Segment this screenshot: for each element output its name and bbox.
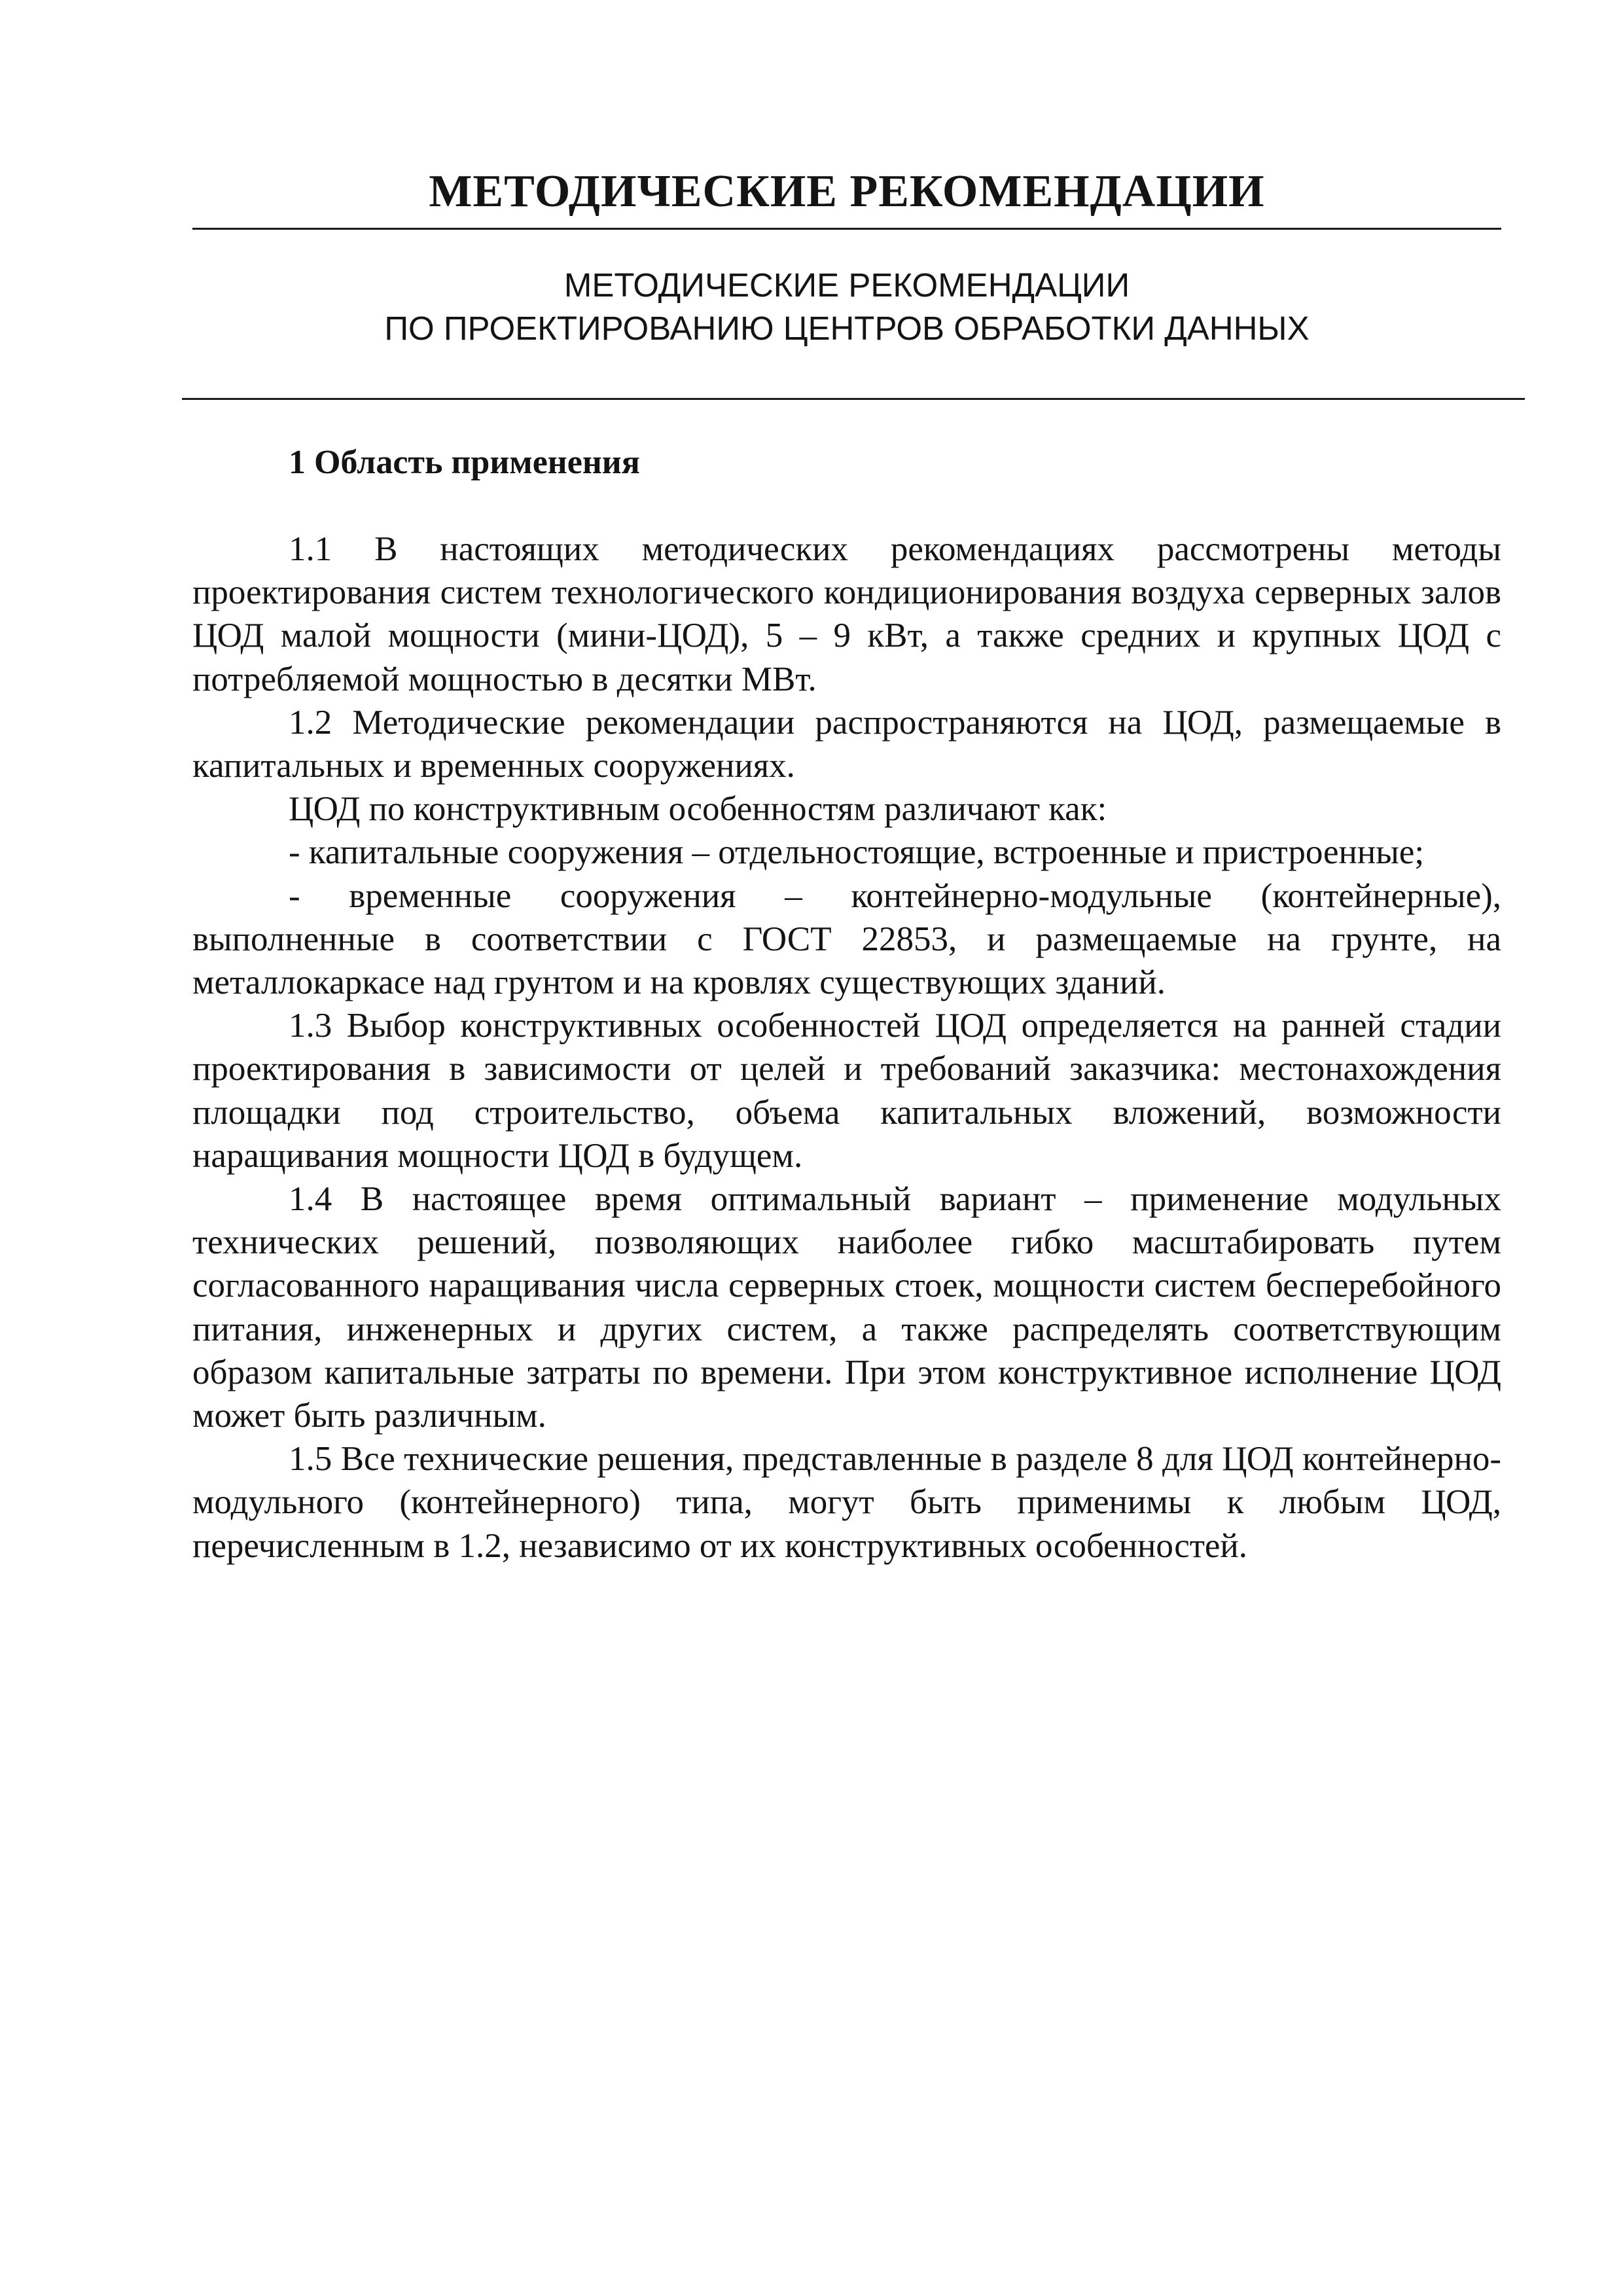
section-heading: 1 Область применения — [289, 444, 640, 481]
document-title: МЕТОДИЧЕСКИЕ РЕКОМЕНДАЦИИ — [429, 166, 1265, 217]
paragraph-1-2: 1.2 Методические рекомендации распространяются на ЦОД, размещаемые в капитальных и временных сооружениях. — [192, 703, 1501, 785]
document-subtitle-line-2: ПО ПРОЕКТИРОВАНИЮ ЦЕНТРОВ ОБРАБОТКИ ДАННЫХ — [384, 310, 1310, 347]
document-subtitle-line-1: МЕТОДИЧЕСКИЕ РЕКОМЕНДАЦИИ — [563, 266, 1130, 304]
section-body — [192, 528, 1501, 1568]
paragraph-classification-intro: ЦОД по конструктивным особенностям различают как: — [289, 790, 1107, 829]
paragraph-1-4: 1.4 В настоящее время оптимальный вариант – применение модульных технических решений, позволяющих наиболее гибко масштабировать путем согласованного наращивания числа серверных стоек, мощности систем бесперебойного питания, инженерных и других систем, а также распределять соответствующим образом капитальные затраты по времени. При этом конструктивное исполнение ЦОД может быть различным. — [192, 1180, 1501, 1435]
list-item-capital-structures: - капитальные сооружения – отдельностоящие, встроенные и пристроенные; — [289, 833, 1425, 872]
paragraph-1-1: 1.1 В настоящих методических рекомендациях рассмотрены методы проектирования систем технологического кондиционирования воздуха серверных залов ЦОД малой мощности (мини-ЦОД), 5 – 9 кВт, а также средних и крупных ЦОД с потребляемой мощностью в десятки МВт. — [192, 530, 1501, 698]
list-item-temporary-structures: - временные сооружения – контейнерно-модульные (контейнерные), выполненные в соответствии с ГОСТ 22853, и размещаемые на грунте, на металлокаркасе над грунтом и на кровлях существующих зданий. — [192, 876, 1501, 1002]
subtitle-divider — [182, 398, 1525, 400]
title-underline-divider — [192, 228, 1501, 230]
paragraph-1-5: 1.5 Все технические решения, представленные в разделе 8 для ЦОД контейнерно-модульного (контейнерного) типа, могут быть применимы к любым ЦОД, перечисленным в 1.2, независимо от их конструктивных особенностей. — [192, 1440, 1501, 1565]
paragraph-1-3: 1.3 Выбор конструктивных особенностей ЦОД определяется на ранней стадии проектирования в зависимости от целей и требований заказчика: местонахождения площадки под строительство, объема капитальных вложений, возможности наращивания мощности ЦОД в будущем. — [192, 1007, 1501, 1175]
